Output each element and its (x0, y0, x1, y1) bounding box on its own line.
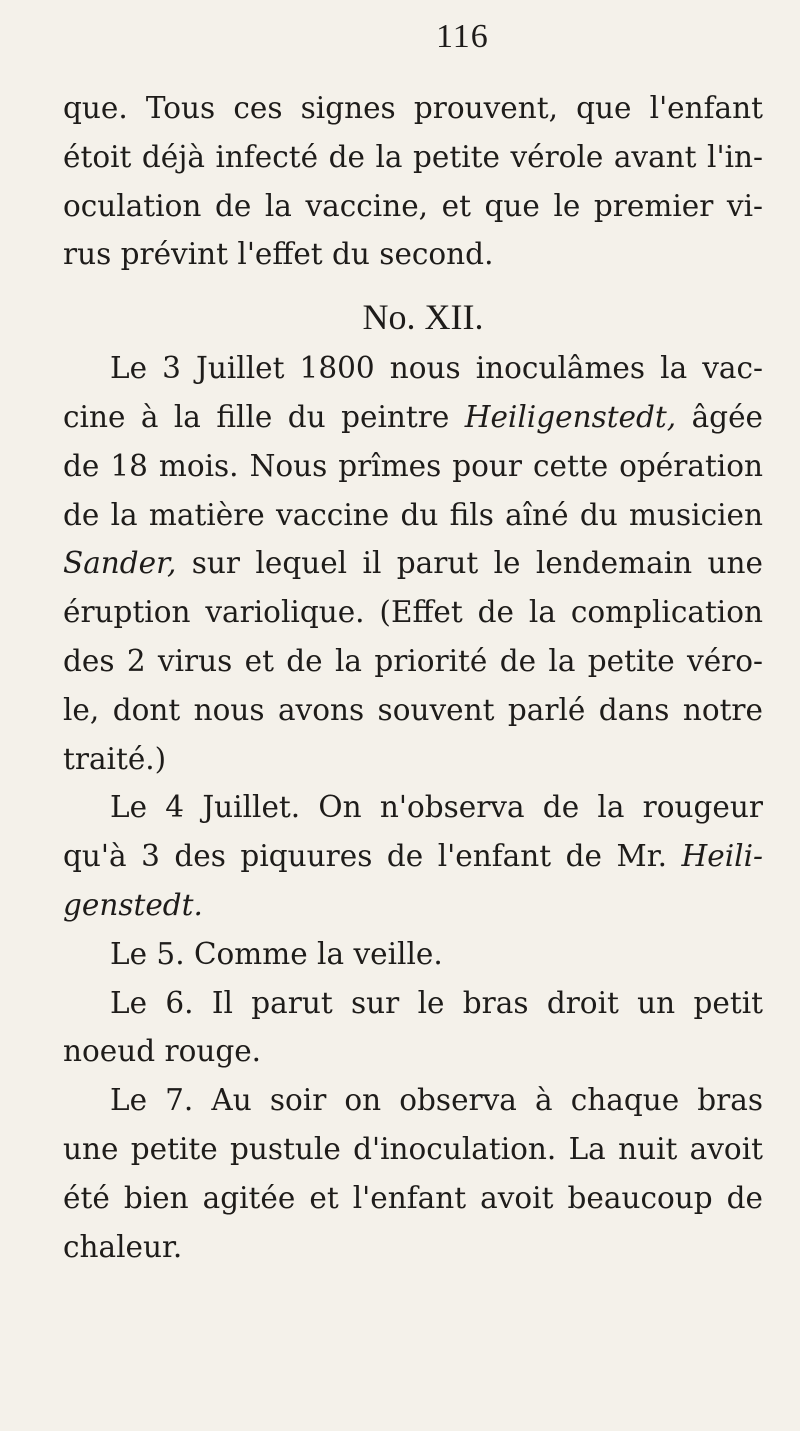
text-line: oculation de la vaccine, et que le premier vi- (63, 188, 763, 223)
text-line (63, 539, 763, 588)
text-line: noeud rouge. (63, 1034, 262, 1069)
text-line: éruption variolique. (Effet de la complication (63, 595, 763, 630)
text-line (63, 832, 763, 881)
page-number: 116 (436, 18, 489, 55)
text-line: le, dont nous avons souvent parlé dans notre (63, 692, 763, 727)
text-segment: âgée (691, 399, 763, 434)
text-line: chaleur. (63, 1229, 183, 1264)
text-segment: cine à la fille du peintre (63, 399, 450, 434)
text-line: que. Tous ces signes prouvent, que l'enfant (63, 91, 763, 125)
text-line: Le 5. Comme la veille. (110, 936, 443, 971)
text-line: Le 3 Juillet 1800 nous inoculâmes la vac- (110, 351, 763, 386)
text-line: étoit déjà infecté de la petite vérole avant l'in- (63, 139, 763, 174)
text-line: Le 7. Au soir on observa à chaque bras (110, 1083, 763, 1118)
text-line: Le 6. Il parut sur le bras droit un petit (110, 985, 763, 1020)
text-line (63, 881, 763, 930)
text-line: de 18 mois. Nous prîmes pour cette opération (63, 448, 763, 483)
text-line: rus prévint l'effet du second. (63, 237, 494, 272)
name-heiligenstedt: genstedt. (63, 887, 203, 922)
text-segment: sur lequel il parut le lendemain une (191, 546, 763, 581)
text-segment: qu'à 3 des piquures de l'enfant de Mr. (63, 839, 667, 874)
section-heading: No. XII. (362, 297, 484, 338)
text-line: été bien agitée et l'enfant avoit beaucoup de (63, 1180, 763, 1215)
text-line (63, 393, 763, 442)
name-heiligenstedt: Heiligenstedt, (464, 399, 677, 434)
name-sander: Sander, (63, 546, 177, 581)
text-line: de la matière vaccine du fils aîné du musicien (63, 497, 763, 532)
text-line: une petite pustule d'inoculation. La nuit avoit (63, 1131, 763, 1166)
name-heiligenstedt: Heili- (681, 839, 763, 874)
body-text (63, 84, 763, 1271)
text-line: traité.) (63, 741, 167, 776)
text-line: Le 4 Juillet. On n'observa de la rougeur (110, 790, 763, 825)
text-line: des 2 virus et de la priorité de la petite véro- (63, 643, 763, 678)
